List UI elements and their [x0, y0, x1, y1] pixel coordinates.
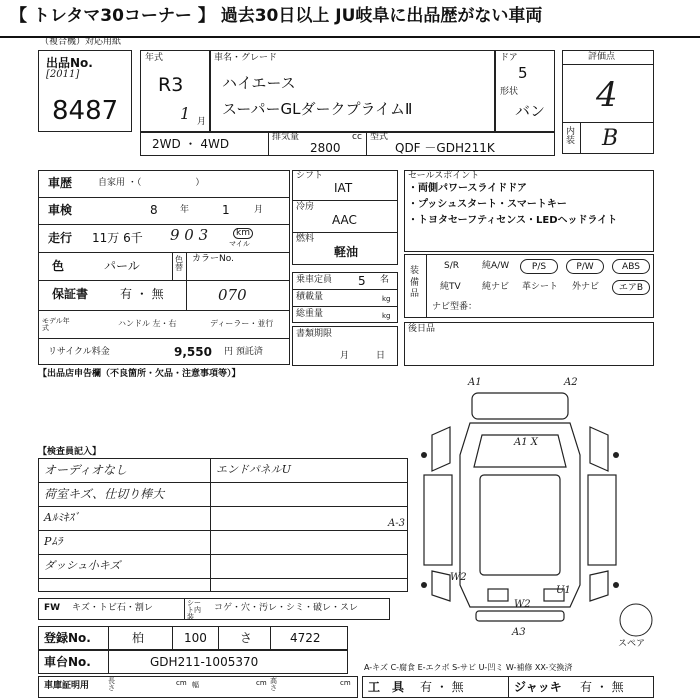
month-unit: 月 — [197, 117, 207, 127]
grade: スーパーGLダークプライムⅡ — [222, 100, 413, 118]
fw-label: FW — [44, 603, 61, 613]
seat-value: コゲ・穴・汚レ・シミ・破レ・スレ — [214, 603, 359, 613]
after-label: 後日品 — [408, 324, 436, 334]
mark-a1x: A1 X — [514, 437, 538, 448]
mark-w2-left: W2 — [450, 572, 467, 583]
right-side — [588, 475, 616, 565]
sales-label: セールスポイント — [408, 171, 480, 181]
mark-a1: A1 — [468, 377, 482, 388]
type-label: 型式 — [370, 132, 389, 142]
rear-bumper — [476, 611, 564, 621]
model-label: モデル年式 — [42, 317, 70, 332]
equip-alloy: 純A/W — [482, 261, 510, 271]
sales-point-3: ・トヨタセーフティセンス・LEDヘッドライト — [408, 215, 618, 226]
drive: 2WD ・ 4WD — [152, 137, 230, 151]
shift: IAT — [334, 181, 353, 195]
cert-width: 幅 — [192, 681, 199, 689]
left-table — [38, 170, 290, 365]
equip-abs: ABS — [612, 259, 650, 274]
note-2: 荷室キズ、仕切り棒大 — [44, 487, 165, 501]
damage-legend: A-キズ C-腐食 E-エクボ S-サビ U-凹ミ W-補修 XX-交換済 — [364, 663, 573, 672]
year-stamp: [2011] — [46, 69, 80, 80]
type-code: QDF －GDH211K — [395, 141, 495, 155]
reg-number: 4722 — [290, 631, 321, 645]
recycle-unit: 円 預託済 — [224, 347, 263, 357]
inspector-title: 【検査員記入】 — [38, 447, 102, 457]
right-rear — [590, 571, 608, 601]
shape: バン — [515, 102, 546, 120]
history-value: 自家用 ・（ ） — [98, 178, 205, 188]
reg-area: 柏 — [132, 631, 145, 645]
equip-sr: S/R — [444, 261, 459, 271]
mileage-printed: 11万 6千 — [92, 231, 143, 245]
color-value: パール — [104, 259, 140, 273]
score: 4 — [596, 75, 618, 115]
reg-label: 登録No. — [44, 631, 91, 645]
equip-ext-navi: 外ナビ — [572, 282, 600, 292]
seller-note-label: 【出品店申告欄（不良箇所・欠品・注意事項等）】 — [38, 369, 241, 379]
right-front-door — [590, 427, 608, 471]
mark-a3-bottom: A3 — [512, 627, 526, 638]
note-5: ダッシュ小キズ — [44, 559, 121, 572]
fuel-label: 燃料 — [296, 234, 315, 244]
shift-label: シフト — [296, 171, 324, 181]
capacity-unit: 名 — [380, 275, 390, 285]
equip-airbag: エアB — [612, 280, 650, 295]
color-no-label: カラーNo. — [192, 254, 234, 264]
mark-a2: A2 — [564, 377, 578, 388]
plate-left — [488, 589, 508, 601]
banner-text: 【 トレタマ30コーナー 】 過去30日以上 JU岐阜に出品歴がない車両 — [10, 6, 543, 26]
spare-label: スペア — [618, 639, 646, 649]
mile-label: マイル — [229, 240, 250, 248]
interior: B — [602, 126, 619, 151]
equip-ps: P/S — [520, 259, 558, 274]
jack-label: ジャッキ — [514, 680, 562, 694]
lot-number: 8487 — [52, 96, 119, 126]
score-label: 評価点 — [588, 52, 616, 62]
tools-value: 有 ・ 無 — [420, 680, 464, 694]
front-bumper — [472, 393, 568, 419]
equip-leather: 革シート — [522, 282, 559, 292]
car-diagram — [410, 375, 630, 625]
inspection-year: 8 — [150, 203, 158, 217]
tools-label: 工 具 — [368, 680, 405, 694]
after-box — [404, 322, 654, 366]
handle-label: ハンドル 左・右 — [118, 319, 177, 328]
inspection-month: 1 — [222, 203, 230, 217]
chassis-number: GDH211-1005370 — [150, 655, 259, 669]
equip-navi: 純ナビ — [482, 282, 510, 292]
load-label: 積載量 — [296, 292, 324, 302]
seat-label: シート内装 — [187, 599, 201, 621]
fw-value: キズ・トビ石・割レ — [72, 603, 153, 613]
month-value: 1 — [180, 104, 191, 123]
sales-point-2: ・プッシュスタート・スマートキー — [408, 199, 567, 210]
equip-tv: 純TV — [440, 282, 461, 292]
dereg-label: 書類期限 — [296, 329, 333, 339]
left-rear — [432, 571, 450, 601]
banner — [0, 0, 700, 38]
mileage-label: 走行 — [48, 231, 73, 245]
capacity-label: 乗車定員 — [296, 275, 333, 285]
color-no: 070 — [218, 286, 247, 304]
load-unit: kg — [382, 295, 391, 303]
lot-label: 出品No. — [46, 56, 93, 70]
ac-label: 冷房 — [296, 202, 315, 212]
displacement-unit: cc — [352, 132, 362, 142]
note-3: Aﾙﾐｷｽﾞ — [44, 511, 80, 524]
mark-w2-rear: W2 — [514, 599, 531, 610]
mileage-hand: 9 0 3 — [170, 226, 209, 244]
recycle-value: 9,550 — [174, 345, 212, 359]
recycle-label: リサイクル料金 — [48, 347, 110, 357]
dealer-label: ディーラー・並行 — [210, 319, 274, 328]
mark-a3-left: A-3 — [388, 518, 405, 529]
note-1: オーディオなし — [44, 463, 128, 477]
cert-height: 高さ — [270, 677, 277, 692]
color-label: 色 — [52, 259, 65, 273]
navi-label: ナビ型番： — [432, 302, 478, 312]
gross-label: 総重量 — [296, 309, 324, 319]
mark-u1: U1 — [556, 585, 571, 596]
name-label: 車名・グレード — [214, 53, 278, 63]
capacity-value: 5 — [358, 274, 366, 288]
cert-long: 長さ — [108, 677, 115, 692]
km-label: km — [233, 228, 253, 239]
doors-label: ドア — [500, 53, 518, 63]
cert-label: 車庫証明用 — [44, 681, 90, 691]
sales-point-1: ・両側パワースライドドア — [408, 183, 527, 194]
spare-circle — [618, 602, 654, 638]
warranty-value: 有 ・ 無 — [120, 287, 164, 301]
reg-kana: さ — [240, 631, 253, 645]
gross-unit: kg — [382, 312, 391, 320]
equip-label: 装備品 — [410, 266, 420, 300]
displacement: 2800 — [310, 141, 341, 155]
doors: 5 — [518, 64, 528, 82]
inspection-label: 車検 — [48, 203, 73, 217]
jack-value: 有 ・ 無 — [580, 680, 624, 694]
dereg-day: 日 — [376, 351, 386, 361]
interior-label: 内装 — [566, 127, 576, 146]
history-label: 車歴 — [48, 176, 73, 190]
reg-class: 100 — [184, 631, 207, 645]
model-year: R3 — [158, 74, 184, 96]
note-4: Pﾑﾗ — [44, 535, 63, 548]
color-swap-label: 色替 — [175, 255, 183, 272]
ac: AAC — [332, 213, 357, 227]
fuel: 軽油 — [334, 245, 359, 259]
cert-cm-3: cm — [340, 679, 351, 687]
inspection-month-unit: 月 — [254, 205, 264, 215]
shape-label: 形状 — [500, 87, 519, 97]
left-front-door — [432, 427, 450, 471]
compound-note: （複合機）対応用紙 — [40, 37, 122, 47]
warranty-label: 保証書 — [52, 287, 89, 301]
dereg-month: 月 — [340, 351, 350, 361]
left-side — [424, 475, 452, 565]
cert-cm-2: cm — [256, 679, 267, 687]
model-year-label: 年式 — [145, 53, 164, 63]
car-name: ハイエース — [222, 74, 296, 92]
equip-pw: P/W — [566, 259, 604, 274]
roof — [480, 475, 560, 575]
chassis-label: 車台No. — [44, 655, 91, 669]
cert-cm-1: cm — [176, 679, 187, 687]
displacement-label: 排気量 — [272, 132, 300, 142]
inspection-year-unit: 年 — [180, 205, 190, 215]
note-right-1: エンドパネルU — [216, 463, 292, 476]
